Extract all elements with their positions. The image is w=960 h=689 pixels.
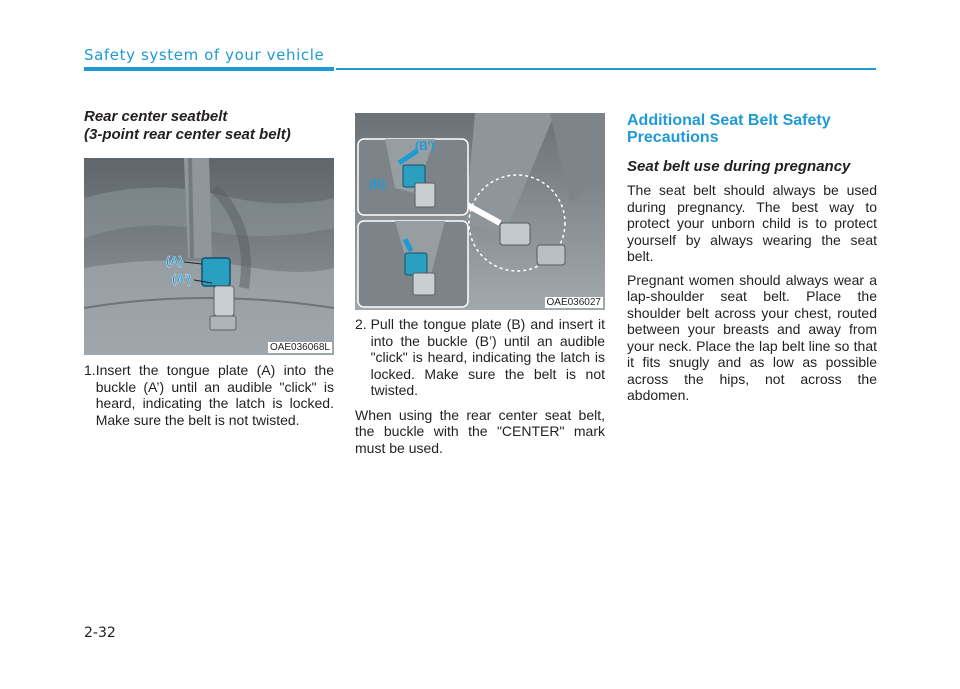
seatbelt-illustration-b xyxy=(355,113,605,310)
step-text: Pull the tongue plate (B) and insert it into the buckle (B’) until an audible "click" is heard, indicating the latch is locked. Make sure the belt is not twisted. xyxy=(370,316,605,398)
figure-code: OAE036068L xyxy=(269,342,330,353)
step-number: 1. xyxy=(84,362,96,378)
seatbelt-illustration-a xyxy=(84,158,334,355)
figure-tongue-plate-b xyxy=(355,113,605,310)
pregnancy-paragraph-1: The seat belt should always be used during pregnancy. The best way to protect your unborn child is to protect yourself by always wearing the seat belt. xyxy=(627,182,877,264)
heading-line-2: (3-point rear center seat belt) xyxy=(84,126,291,143)
heading-line-1: Rear center seatbelt xyxy=(84,108,228,125)
figure-code: OAE036027 xyxy=(546,297,601,308)
rear-center-seatbelt-heading xyxy=(84,108,334,144)
label-b: (B) xyxy=(369,177,386,191)
instruction-step-1 xyxy=(84,362,334,428)
label-a-prime: (A') xyxy=(172,272,192,286)
page-number: 2-32 xyxy=(84,625,116,641)
additional-precautions-heading: Additional Seat Belt Safety Precautions xyxy=(627,112,831,146)
step-number: 2. xyxy=(355,316,371,332)
label-a: (A) xyxy=(166,254,183,268)
header-rule xyxy=(336,68,876,70)
pregnancy-subheading: Seat belt use during pregnancy xyxy=(627,158,851,175)
figure-tongue-plate-a xyxy=(84,158,334,355)
column-middle xyxy=(355,113,605,456)
column-right xyxy=(627,112,877,404)
header-accent-bar xyxy=(84,67,334,71)
pregnancy-paragraph-2: Pregnant women should always wear a lap-shoulder seat belt. Place the shoulder belt across your chest, routed between your breasts and away from your neck. Place the lap belt line so that it fits snugly and as low as possible across the hips, not across the abdomen. xyxy=(627,271,877,403)
step-text: Insert the tongue plate (A) into the buckle (A’) until an audible "click" is heard, indicating the latch is locked. Make sure the belt is not twisted. xyxy=(95,362,334,428)
center-buckle-note: When using the rear center seat belt, the buckle with the "CENTER" mark must be used. xyxy=(355,406,605,456)
column-left xyxy=(84,108,334,428)
label-b-prime: (B') xyxy=(415,139,435,153)
section-title: Safety system of your vehicle xyxy=(84,46,325,64)
instruction-step-2 xyxy=(355,316,605,399)
